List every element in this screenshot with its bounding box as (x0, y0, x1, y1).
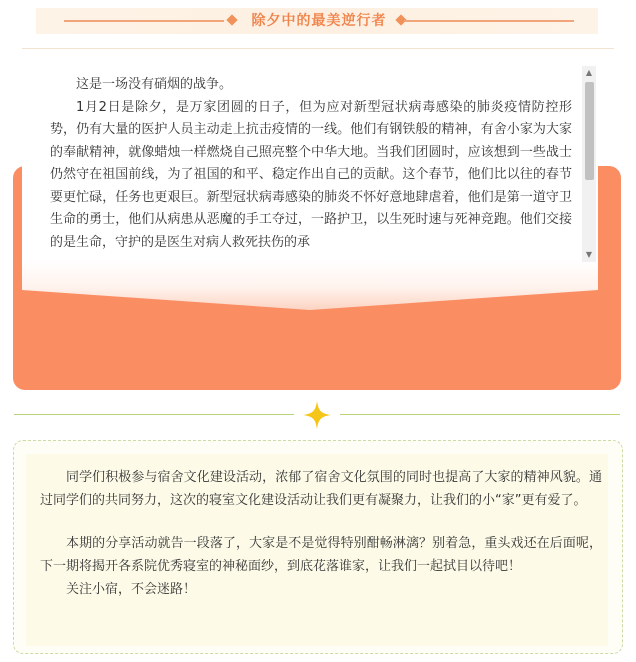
star-icon (302, 400, 332, 430)
story-paragraph: 这是一场没有硝烟的战争。 (76, 77, 233, 92)
story-paragraph: 1月2日是除夕，是万家团圆的日子，但为应对新型冠状病毒感染的肺炎疫情防控形势，仍有大量的医护人员主动走上抗击疫情的一线。他们有钢铁般的精神，有舍小家为大家的奉献精神，就像蜡烛一样燃烧自己照亮整个中华大地。当我们团圆时，应该想到一些战士仍然守在祖国前线，为了祖国的和平、稳定作出自己的贡献。这个春节，他们比以往的春节要更忙碌，任务也更艰巨。新型冠状病毒感染的肺炎不怀好意地肆虐着，他们是第一道守卫生命的勇士，他们从病患从恶魔的手工夺过，一路护卫，以生死时速与死神竞跑。他们交接的是生命，守护的是医生对病人救死扶伤的承 (50, 99, 572, 250)
story-scroll-area[interactable] (50, 74, 572, 260)
header-rule-left (64, 20, 224, 22)
header-rule-right (404, 20, 574, 22)
divider-line-left (14, 414, 294, 415)
scrollbar-thumb[interactable] (585, 82, 594, 180)
header-separator (22, 48, 614, 49)
notice-paragraph: 关注小宿，不会迷路！ (66, 582, 197, 597)
story-scrollbar[interactable] (582, 66, 596, 262)
section-title: 除夕中的最美逆行者 (251, 13, 387, 29)
scroll-up-arrow-icon[interactable]: ▲ (585, 68, 593, 77)
divider-line-right (340, 414, 620, 415)
notice-paragraph: 本期的分享活动就告一段落了，大家是不是觉得特别酣畅淋漓？别着急，重头戏还在后面呢，下一期将揭开各系院优秀寝室的神秘面纱，到底花落谁家，让我们一起拭目以待吧！ (40, 536, 602, 574)
notice-text (40, 466, 602, 601)
scroll-down-arrow-icon[interactable]: ▼ (585, 250, 593, 259)
notice-paragraph: 同学们积极参与宿舍文化建设活动，浓郁了宿舍文化氛围的同时也提高了大家的精神风貌。通过同学们的共同努力，这次的寝室文化建设活动让我们更有凝聚力，让我们的小“家”更有爱了。 (40, 470, 602, 508)
